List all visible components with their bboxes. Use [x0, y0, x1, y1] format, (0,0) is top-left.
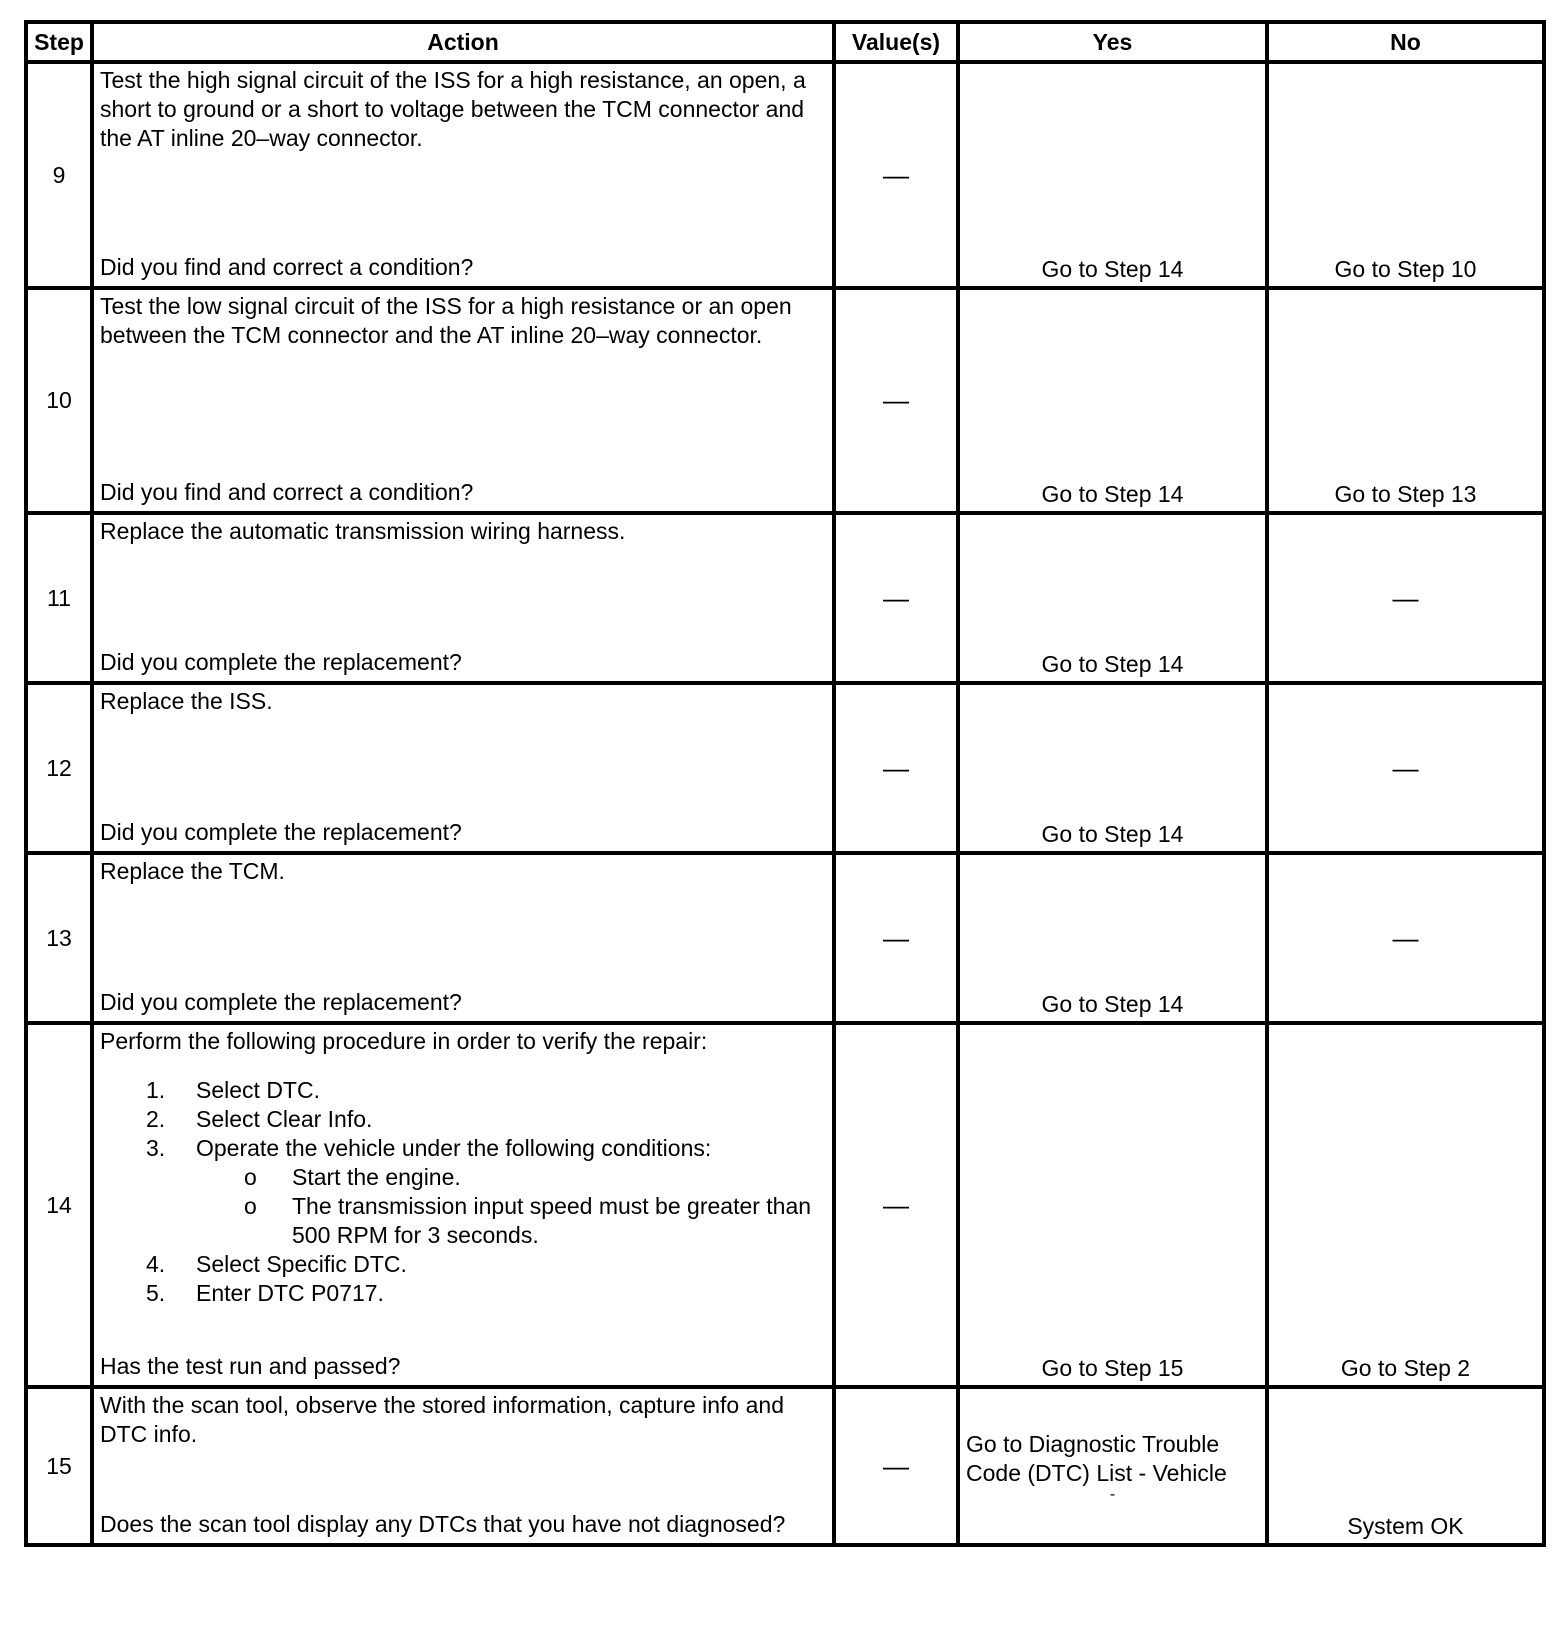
procedure-step [100, 1279, 826, 1308]
procedure-step [100, 1076, 826, 1105]
action-cell [92, 683, 834, 853]
step-number: 14 [26, 1023, 92, 1387]
step-text: Enter DTC P0717. [196, 1280, 384, 1306]
value-cell: — [834, 288, 958, 513]
action-cell [92, 62, 834, 288]
procedure-step [100, 1134, 826, 1163]
table-row [26, 288, 1544, 513]
header-step: Step [26, 22, 92, 62]
action-text: Replace the ISS. [100, 688, 273, 714]
value-cell: — [834, 853, 958, 1023]
question-text: Did you complete the replacement? [100, 649, 462, 675]
condition-text: The transmission input speed must be greater than 500 RPM for 3 seconds. [292, 1193, 812, 1248]
table-row [26, 683, 1544, 853]
table-row [26, 513, 1544, 683]
yes-cell: Go to Step 14 [958, 288, 1267, 513]
header-yes: Yes [958, 22, 1267, 62]
no-cell: — [1267, 853, 1544, 1023]
value-cell: — [834, 513, 958, 683]
step-num: 4. [146, 1251, 166, 1277]
question-text: Did you complete the replacement? [100, 989, 462, 1015]
yes-cell: Go to Step 14 [958, 62, 1267, 288]
condition-text: Start the engine. [292, 1164, 461, 1190]
bullet: o [244, 1164, 257, 1190]
header-action: Action [92, 22, 834, 62]
step-number: 11 [26, 513, 92, 683]
step-num: 2. [146, 1106, 166, 1132]
bullet: o [244, 1193, 257, 1219]
action-cell [92, 853, 834, 1023]
step-num: 1. [146, 1077, 166, 1103]
no-cell: Go to Step 10 [1267, 62, 1544, 288]
yes-cell: Go to Step 15 [958, 1023, 1267, 1387]
action-text: Test the low signal circuit of the ISS for a high resistance or an open between the TCM connector and the AT inline 20–way connector. [100, 293, 792, 348]
action-cell [92, 1387, 834, 1545]
step-number: 9 [26, 62, 92, 288]
step-text: Select DTC. [196, 1077, 320, 1103]
value-cell: — [834, 683, 958, 853]
diagnostic-table [24, 20, 1546, 1547]
action-text: Replace the automatic transmission wiring harness. [100, 518, 626, 544]
yes-cell: Go to Step 14 [958, 853, 1267, 1023]
header-row [26, 22, 1544, 62]
header-values: Value(s) [834, 22, 958, 62]
action-cell [92, 513, 834, 683]
action-text: Test the high signal circuit of the ISS for a high resistance, an open, a short to ground or a short to voltage between the TCM connector and the AT inline 20–way connector. [100, 67, 806, 151]
step-number: 12 [26, 683, 92, 853]
procedure-list [100, 1076, 826, 1163]
no-cell: Go to Step 13 [1267, 288, 1544, 513]
question-text: Did you find and correct a condition? [100, 479, 474, 505]
yes-link-text[interactable]: Go to Diagnostic Trouble Code (DTC) List - Vehicle [966, 1431, 1227, 1486]
value-cell: — [834, 62, 958, 288]
action-text: Perform the following procedure in order to verify the repair: [100, 1028, 708, 1054]
header-no: No [1267, 22, 1544, 62]
no-cell: — [1267, 513, 1544, 683]
step-num: 3. [146, 1135, 166, 1161]
procedure-list-continued [100, 1250, 826, 1308]
action-cell [92, 1023, 834, 1387]
condition-item [100, 1192, 826, 1250]
yes-cell [958, 1387, 1267, 1545]
step-number: 13 [26, 853, 92, 1023]
action-text: Replace the TCM. [100, 858, 285, 884]
procedure-step [100, 1250, 826, 1279]
question-text: Has the test run and passed? [100, 1353, 401, 1379]
no-cell: — [1267, 683, 1544, 853]
step-text: Select Clear Info. [196, 1106, 373, 1132]
step-num: 5. [146, 1280, 166, 1306]
question-text: Does the scan tool display any DTCs that you have not diagnosed? [100, 1511, 786, 1537]
question-text: Did you complete the replacement? [100, 819, 462, 845]
value-cell: — [834, 1387, 958, 1545]
yes-cell: Go to Step 14 [958, 513, 1267, 683]
table-row [26, 62, 1544, 288]
yes-cell: Go to Step 14 [958, 683, 1267, 853]
table-row [26, 1387, 1544, 1545]
step-text: Select Specific DTC. [196, 1251, 407, 1277]
no-cell: System OK [1267, 1387, 1544, 1545]
condition-list [100, 1163, 826, 1250]
value-cell: — [834, 1023, 958, 1387]
condition-item [100, 1163, 826, 1192]
step-number: 10 [26, 288, 92, 513]
no-cell: Go to Step 2 [1267, 1023, 1544, 1387]
action-text: With the scan tool, observe the stored information, capture info and DTC info. [100, 1392, 784, 1447]
step-text: Operate the vehicle under the following conditions: [196, 1135, 712, 1161]
question-text: Did you find and correct a condition? [100, 254, 474, 280]
table-row [26, 853, 1544, 1023]
procedure-step [100, 1105, 826, 1134]
action-cell [92, 288, 834, 513]
step-number: 15 [26, 1387, 92, 1545]
table-row [26, 1023, 1544, 1387]
yes-mark: - [1109, 1486, 1116, 1503]
